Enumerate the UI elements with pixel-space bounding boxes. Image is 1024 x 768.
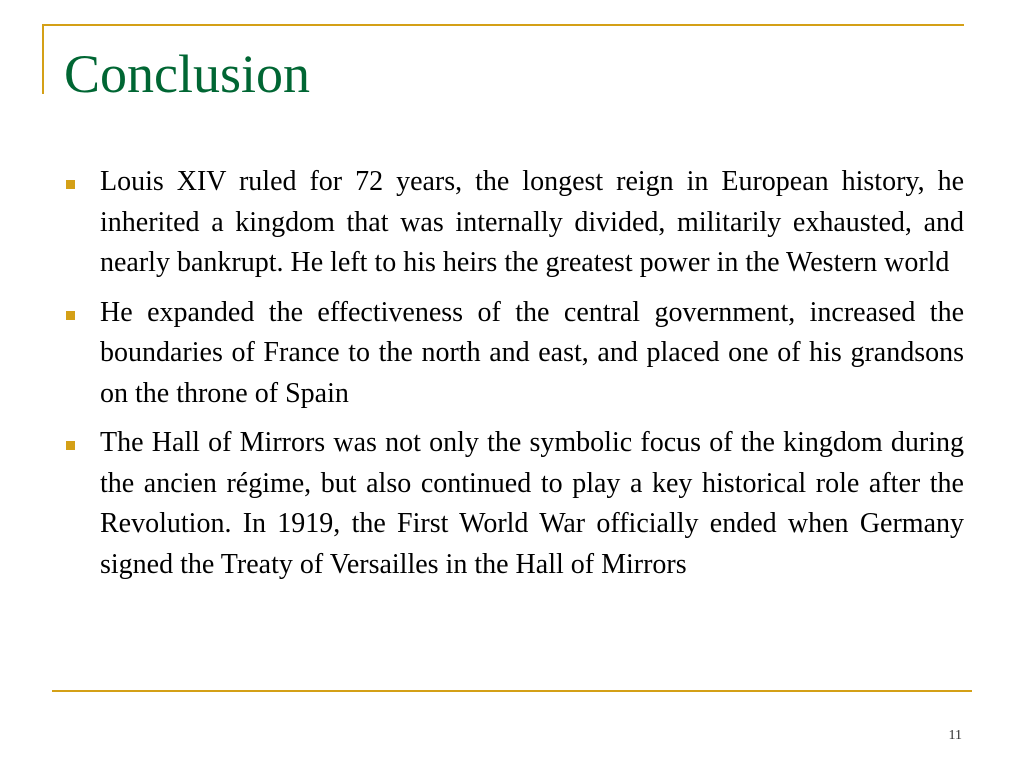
frame-top-rule [42, 24, 964, 26]
slide-title: Conclusion [64, 44, 311, 104]
slide-number: 11 [948, 728, 962, 743]
bullet-text: Louis XIV ruled for 72 years, the longest reign in European history, he inherited a kingdom that was internally divided, militarily exhausted, and nearly bankrupt. He left to his heirs the greatest power in the Western world [100, 166, 964, 278]
footer-rule [52, 690, 972, 692]
square-bullet-icon [66, 441, 75, 450]
bullet-item-3 [64, 423, 964, 585]
bullet-text: He expanded the effectiveness of the central government, increased the boundaries of France to the north and east, and placed one of his grandsons on the throne of Spain [100, 296, 964, 409]
square-bullet-icon [66, 180, 75, 189]
square-bullet-icon [66, 311, 75, 320]
bullet-list [64, 162, 964, 594]
bullet-text: The Hall of Mirrors was not only the symbolic focus of the kingdom during the ancien régime, but also continued to play a key historical role after the Revolution. In 1919, the First World War officially ended when Germany signed the Treaty of Versailles in the Hall of Mirrors [100, 427, 964, 580]
bullet-item-1 [64, 162, 964, 284]
frame-left-rule [42, 24, 44, 94]
bullet-item-2 [64, 293, 964, 415]
